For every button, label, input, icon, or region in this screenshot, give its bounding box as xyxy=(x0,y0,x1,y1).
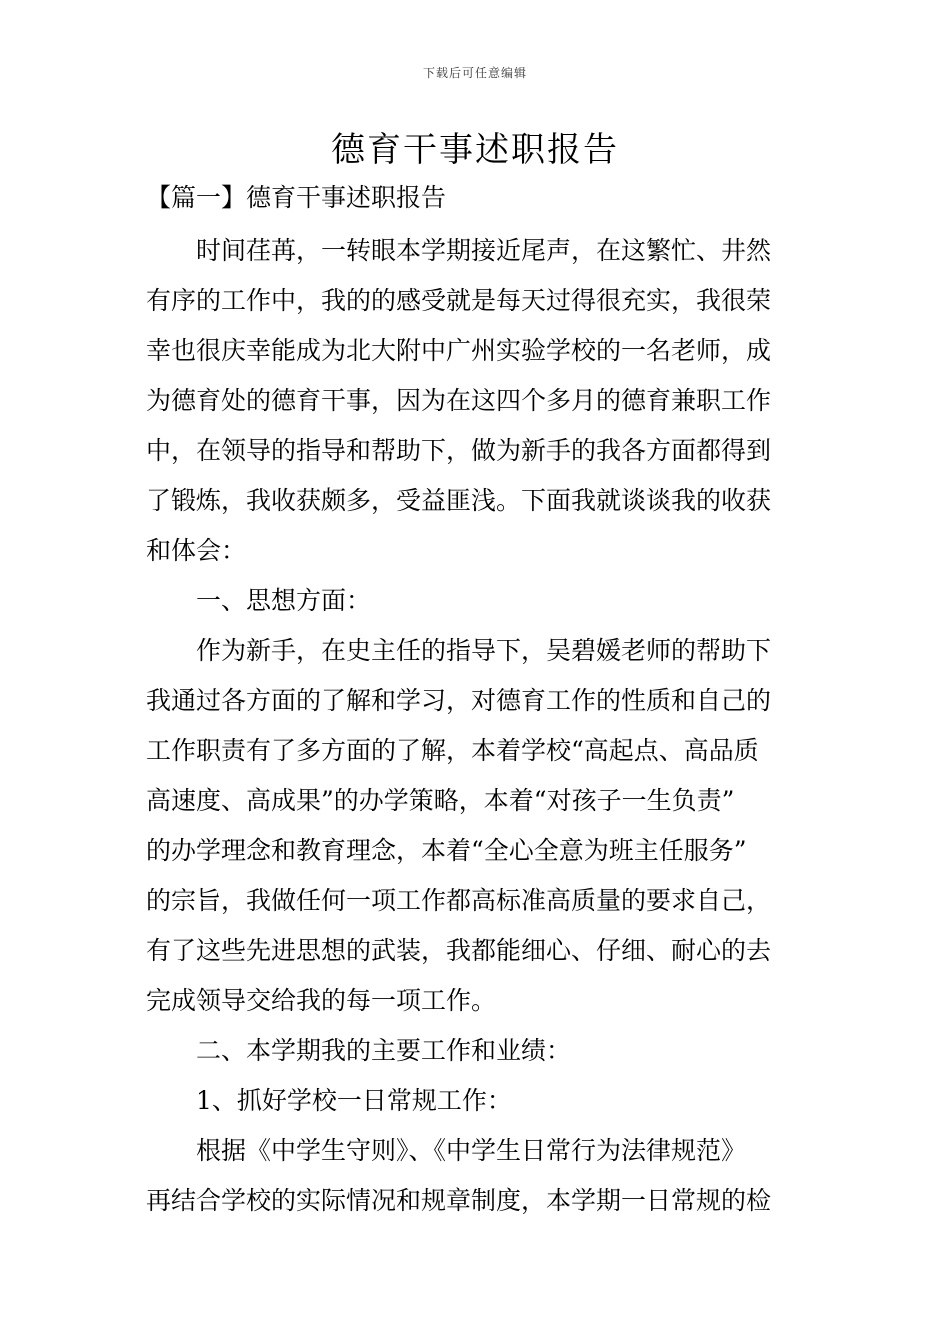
body-line: 的宗旨，我做任何一项工作都高标准高质量的要求自己， xyxy=(146,886,772,915)
body-line: 有了这些先进思想的武装，我都能细心、仔细、耐心的去 xyxy=(146,936,772,965)
body-line: 工作职责有了多方面的了解，本着学校“高起点、高品质 xyxy=(146,736,759,765)
body-line: 了锻炼，我收获颇多，受益匪浅。下面我就谈谈我的收获 xyxy=(146,486,772,515)
body-line: 的办学理念和教育理念，本着“全心全意为班主任服务” xyxy=(146,836,747,865)
body-line: 幸也很庆幸能成为北大附中广州实验学校的一名老师，成 xyxy=(146,336,772,365)
section-heading: 一、思想方面： xyxy=(196,586,372,615)
body-line: 作为新手，在史主任的指导下，吴碧媛老师的帮助下 xyxy=(196,636,772,665)
body-line: 有序的工作中，我的的感受就是每天过得很充实，我很荣 xyxy=(146,286,772,315)
body-line: 根据《中学生守则》、《中学生日常行为法律规范》 xyxy=(196,1136,747,1165)
section-heading: 二、本学期我的主要工作和业绩： xyxy=(196,1036,572,1065)
subsection-heading: 1、抓好学校一日常规工作： xyxy=(196,1086,512,1115)
body-line: 我通过各方面的了解和学习，对德育工作的性质和自己的 xyxy=(146,686,772,715)
body-line: 完成领导交给我的每一项工作。 xyxy=(146,986,497,1015)
document-title: 德育干事述职报告 xyxy=(331,130,619,170)
body-line: 高速度、高成果”的办学策略，本着“对孩子一生负责” xyxy=(146,786,735,815)
section-subtitle: 【篇一】德育干事述职报告 xyxy=(146,183,447,212)
body-line: 时间荏苒，一转眼本学期接近尾声，在这繁忙、井然 xyxy=(196,236,772,265)
document-body xyxy=(146,226,806,1226)
body-line: 再结合学校的实际情况和规章制度，本学期一日常规的检 xyxy=(146,1186,772,1215)
body-line: 为德育处的德育干事，因为在这四个多月的德育兼职工作 xyxy=(146,386,772,415)
body-line: 和体会： xyxy=(146,536,247,565)
body-line: 中，在领导的指导和帮助下，做为新手的我各方面都得到 xyxy=(146,436,772,465)
header-note: 下载后可任意编辑 xyxy=(422,66,527,80)
